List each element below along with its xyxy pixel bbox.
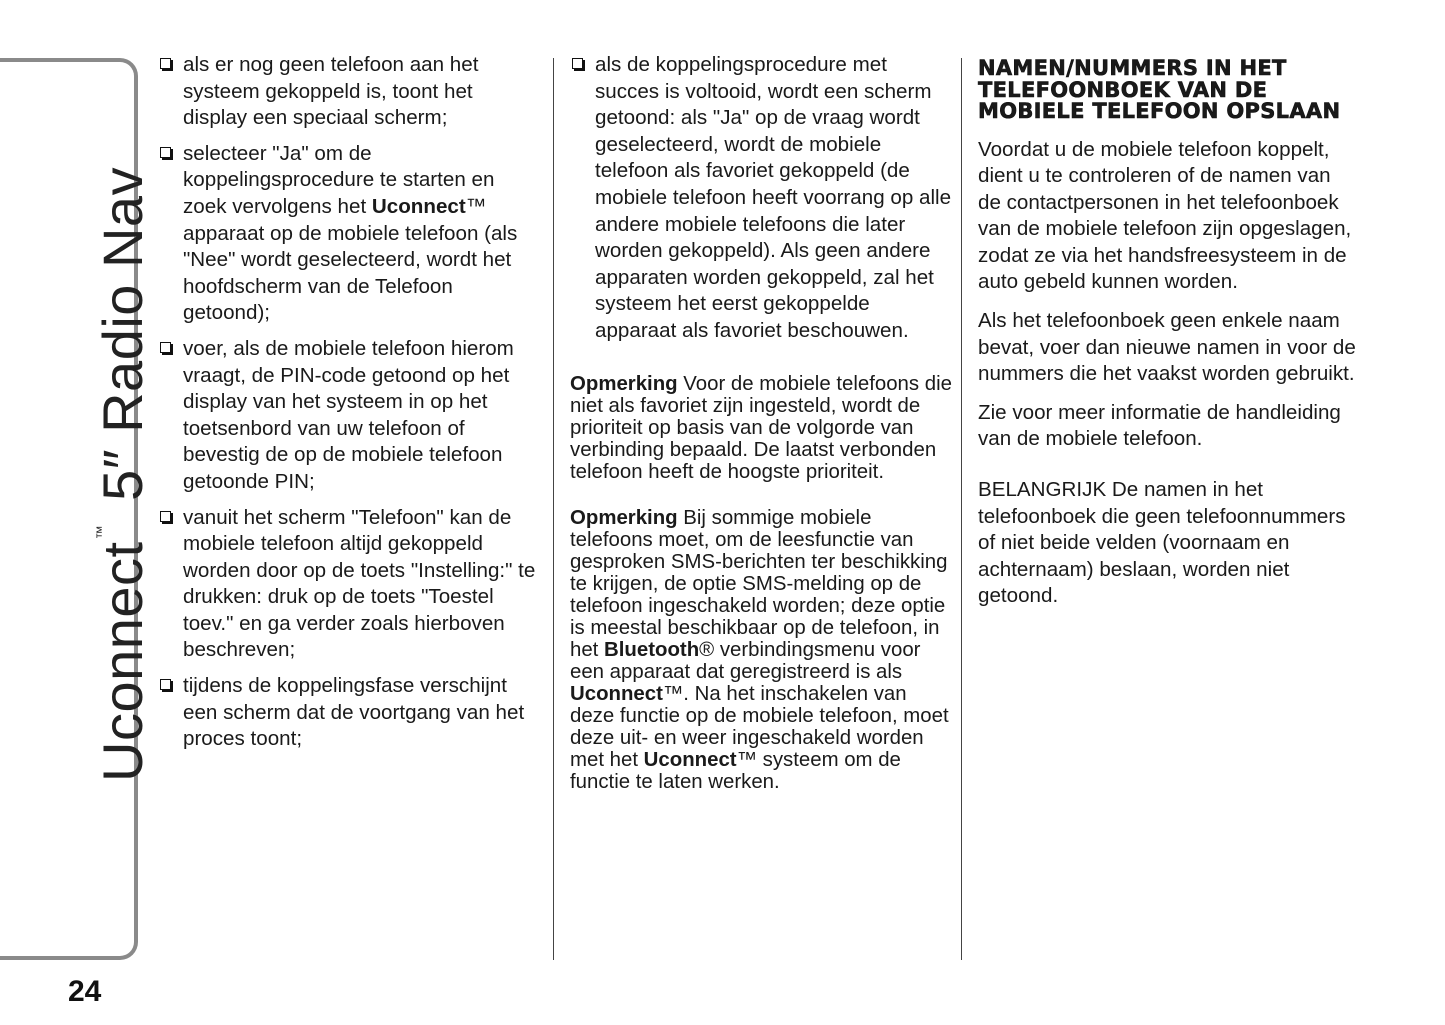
body-paragraph: Als het telefoonboek geen enkele naam bevat, voer dan nieuwe namen in voor de nummers die het vaakst worden gebruikt. [978, 309, 1356, 386]
bullet-list [158, 52, 540, 753]
brand-name: Bluetooth [604, 638, 700, 661]
note-label: Opmerking [570, 506, 678, 529]
list-item-text: voer, als de mobiele telefoon hierom vraagt, de PIN-code getoond op het display van het systeem in op het toetsenbord van uw telefoon of bevestig de op de mobiele telefoon getoonde PIN; [183, 336, 514, 493]
checkbox-bullet-icon [160, 511, 171, 522]
column-divider [553, 58, 554, 960]
body-paragraph: Zie voor meer informatie de handleiding van de mobiele telefoon. [978, 400, 1341, 451]
brand-name: Uconnect [643, 748, 737, 771]
bullet-list [570, 52, 952, 345]
checkbox-bullet-icon [572, 58, 583, 69]
list-item-text: ™ apparaat op de mobiele telefoon (als "Nee" wordt geselecteerd, wordt het hoofdscherm van de Telefoon getoond); [183, 194, 518, 325]
column-3 [978, 52, 1358, 610]
list-item-text: tijdens de koppelingsfase verschijnt een scherm dat de voortgang van het proces toont; [183, 674, 525, 751]
checkbox-bullet-icon [160, 147, 171, 158]
note-label: Opmerking [570, 372, 678, 395]
chapter-title [90, 167, 155, 782]
list-item-text: vanuit het scherm "Telefoon" kan de mobiele telefoon altijd gekoppeld worden door op de toets "Instelling:" te drukken: druk op de toets "Toestel toev." en ga verder zoals hierboven beschreven; [183, 505, 536, 662]
page-number: 24 [68, 975, 102, 1008]
section-heading: NAMEN/NUMMERS IN HET TELEFOONBOEK VAN DE MOBIELE TELEFOON OPSLAAN [978, 56, 1341, 123]
checkbox-bullet-icon [160, 58, 171, 69]
important-paragraph: BELANGRIJK De namen in het telefoonboek die geen telefoonnummers of niet beide velden (voornaam en achternaam) beslaan, worden niet getoond. [978, 478, 1346, 608]
list-item [158, 52, 540, 132]
list-item [158, 336, 540, 496]
note-text: ® verbindingsmenu voor een apparaat dat geregistreerd is als [570, 638, 921, 683]
note-text: ™ systeem om de functie te laten werken. [570, 748, 901, 793]
body-paragraph: Voordat u de mobiele telefoon koppelt, dient u te controleren of de namen van de contactpersonen in het telefoonboek van de mobiele telefoon zijn opgeslagen, zodat ze via het handsfreesysteem in de auto gebeld kunnen worden. [978, 137, 1352, 294]
list-item-text: selecteer "Ja" om de koppelingsprocedure te starten en zoek vervolgens het [183, 141, 495, 218]
list-item [158, 505, 540, 665]
list-item [158, 141, 540, 327]
column-divider [961, 58, 962, 960]
chapter-title-rest: 5″ Radio Nav [91, 166, 154, 501]
trademark-symbol: ™ [93, 524, 109, 540]
list-item [158, 673, 540, 753]
checkbox-bullet-icon [160, 342, 171, 353]
chapter-title-main: Uconnect [91, 541, 154, 782]
list-item [570, 52, 952, 345]
note-text: ™. Na het inschakelen van deze functie op de mobiele telefoon, moet deze uit- en weer ingeschakeld worden met het [570, 682, 949, 771]
brand-name: Uconnect [371, 194, 466, 218]
note-text: Voor de mobiele telefoons die niet als favoriet zijn ingesteld, wordt de prioriteit op basis van de volgorde van verbinding bepaald. De laatst verbonden telefoon heeft de hoogste prioriteit. [570, 372, 952, 483]
checkbox-bullet-icon [160, 679, 171, 690]
brand-name: Uconnect [570, 682, 663, 705]
list-item-text: als de koppelingsprocedure met succes is voltooid, wordt een scherm getoond: als "Ja" op de vraag wordt geselecteerd, wordt de mobiele telefoon als favoriet gekoppeld (de mobiele telefoon heeft voorrang op alle andere mobiele telefoons die later worden gekoppeld). Als geen andere apparaten worden gekoppeld, zal het systeem het eerst gekoppelde apparaat als favoriet beschouwen. [595, 53, 952, 342]
list-item-text: als er nog geen telefoon aan het systeem gekoppeld is, toont het display een speciaal scherm; [183, 53, 479, 130]
note-paragraph [570, 507, 952, 793]
note-paragraph [570, 373, 952, 483]
column-2 [570, 52, 952, 793]
column-1 [158, 52, 540, 762]
note-text: Bij sommige mobiele telefoons moet, om de leesfunctie van gesproken SMS-berichten ter beschikking te krijgen, de optie SMS-melding op de telefoon ingeschakeld worden; deze optie is meestal beschikbaar op de telefoon, in het [570, 506, 948, 661]
